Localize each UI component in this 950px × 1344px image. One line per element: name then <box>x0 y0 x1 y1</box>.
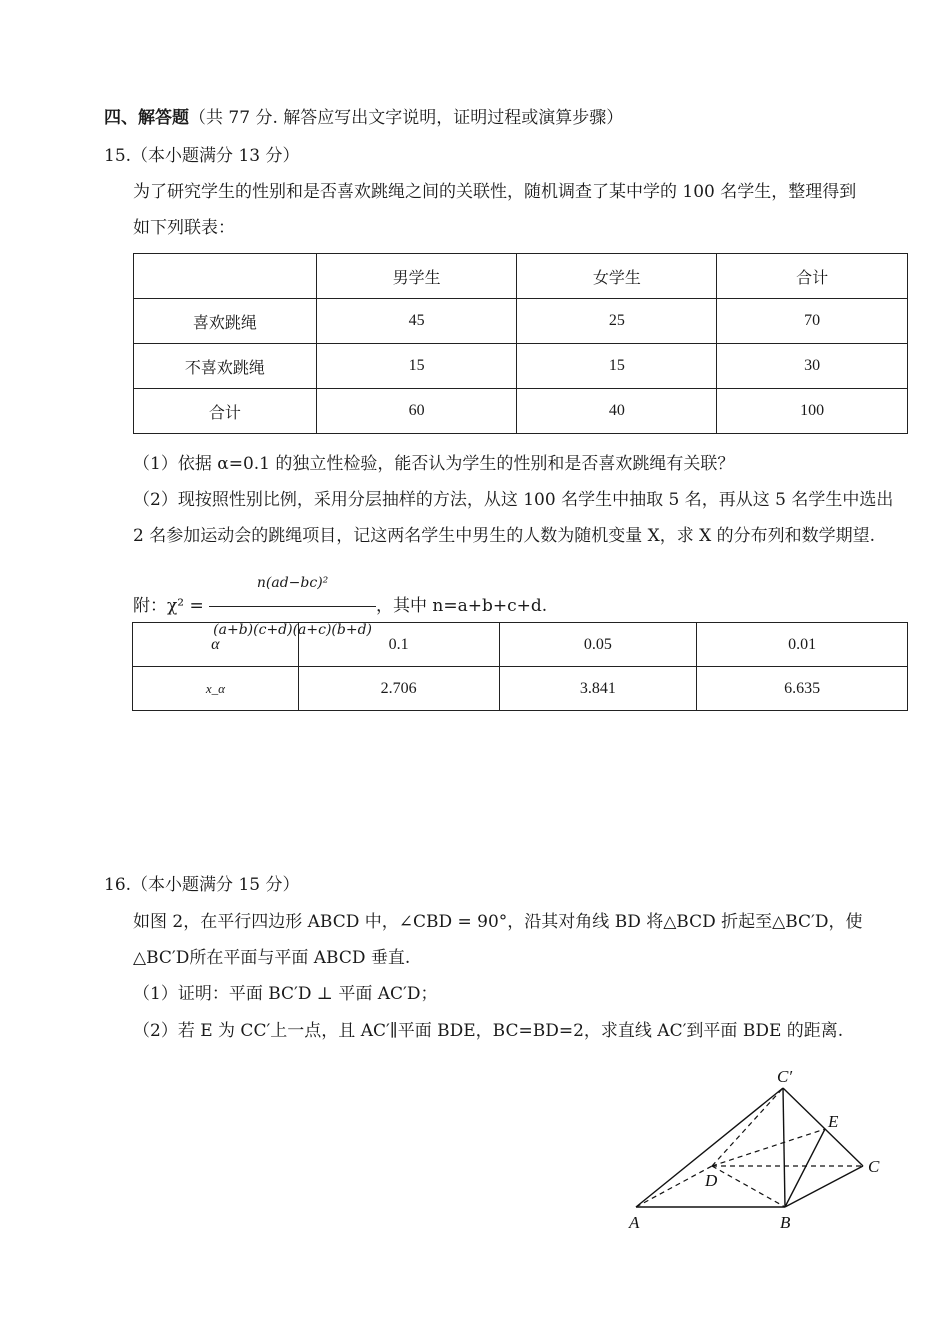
q16-part1: （1）证明：平面 BC′D ⊥ 平面 AC′D； <box>133 984 438 1004</box>
label-C: C <box>868 1157 880 1176</box>
q15-intro-line1: 为了研究学生的性别和是否喜欢跳绳之间的关联性，随机调查了某中学的 100 名学生，整理得到 <box>133 182 857 202</box>
table-cell: x_α <box>133 667 299 711</box>
table-cell: 15 <box>517 344 717 389</box>
table-header-cell: 女学生 <box>517 254 717 299</box>
q15-intro-line2: 如下列联表： <box>133 218 235 238</box>
label-D: D <box>705 1171 718 1190</box>
table-cell: 2.706 <box>298 667 499 711</box>
edge-DB <box>712 1166 785 1207</box>
contingency-table <box>133 253 908 434</box>
edge-DE <box>712 1129 825 1166</box>
table-cell: 喜欢跳绳 <box>134 299 317 344</box>
edge-BC <box>785 1166 863 1207</box>
table-row <box>134 344 908 389</box>
q15-part2-line2: 2 名参加运动会的跳绳项目，记这两名学生中男生的人数为随机变量 X，求 X 的分布列和数学期望. <box>133 526 876 546</box>
critical-value-table <box>132 622 908 711</box>
q16-part2: （2）若 E 为 CC′上一点，且 AC′∥平面 BDE，BC=BD=2，求直线 AC′到平面 BDE 的距离. <box>133 1021 844 1041</box>
table-cell: 6.635 <box>697 667 908 711</box>
table-header-row <box>134 254 908 299</box>
table-header-cell: 男学生 <box>316 254 517 299</box>
q15-header: 15.（本小题满分 13 分） <box>104 146 300 166</box>
table-cell: 25 <box>517 299 717 344</box>
table-cell: 0.1 <box>298 623 499 667</box>
table-cell: 30 <box>717 344 908 389</box>
q15-part1: （1）依据 α=0.1 的独立性检验，能否认为学生的性别和是否喜欢跳绳有关联？ <box>133 454 735 474</box>
table-cell: 45 <box>316 299 517 344</box>
formula-denominator: (a+b)(c+d)(a+c)(b+d) <box>213 622 373 638</box>
table-cell: 40 <box>517 389 717 434</box>
edge-BC-prime <box>783 1088 785 1207</box>
table-cell: 0.01 <box>697 623 908 667</box>
table-row <box>134 389 908 434</box>
formula-prefix: 附：χ² = <box>133 596 204 616</box>
table-cell: 100 <box>717 389 908 434</box>
table-cell: 60 <box>316 389 517 434</box>
label-C-prime: C′ <box>777 1067 793 1086</box>
edge-AD <box>636 1166 712 1207</box>
table-row <box>134 299 908 344</box>
table-cell: 合计 <box>134 389 317 434</box>
table-cell: 70 <box>717 299 908 344</box>
label-B: B <box>780 1213 791 1232</box>
formula-numerator: n(ad−bc)² <box>209 561 376 607</box>
table-cell: 15 <box>316 344 517 389</box>
table-cell: α <box>133 623 299 667</box>
q16-line1: 如图 2，在平行四边形 ABCD 中，∠CBD = 90°，沿其对角线 BD 将△BCD 折起至△BC′D，使 <box>133 912 863 932</box>
q16-line2: △BC′D所在平面与平面 ABCD 垂直. <box>133 948 411 968</box>
q15-part2-line1: （2）现按照性别比例，采用分层抽样的方法，从这 100 名学生中抽取 5 名，再从这 5 名学生中选出 <box>133 490 894 510</box>
table-row <box>133 623 908 667</box>
formula-suffix: ，其中 n=a+b+c+d. <box>376 596 548 616</box>
table-cell: 3.841 <box>499 667 697 711</box>
edge-C-prime-C <box>783 1088 863 1166</box>
table-cell: 不喜欢跳绳 <box>134 344 317 389</box>
section-note: （共 77 分. 解答应写出文字说明，证明过程或演算步骤） <box>189 108 624 128</box>
table-header-cell <box>134 254 317 299</box>
q16-header: 16.（本小题满分 15 分） <box>104 875 300 895</box>
table-header-cell: 合计 <box>717 254 908 299</box>
label-A: A <box>629 1213 640 1232</box>
label-E: E <box>828 1112 839 1131</box>
section-title <box>104 106 623 130</box>
table-row <box>133 667 908 711</box>
geometry-figure <box>620 1060 900 1240</box>
section-heading: 四、解答题 <box>104 108 189 128</box>
table-cell: 0.05 <box>499 623 697 667</box>
